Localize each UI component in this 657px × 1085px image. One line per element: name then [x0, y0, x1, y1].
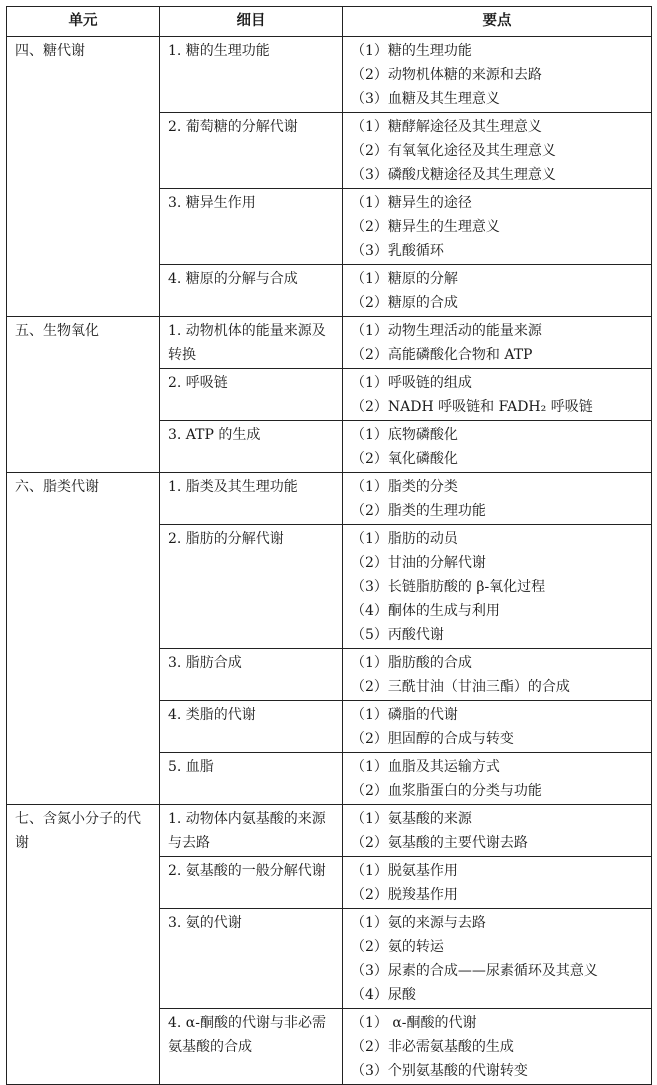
table-row	[7, 473, 652, 525]
point-line: （1）底物磷酸化	[351, 427, 458, 443]
points-cell	[343, 421, 652, 473]
item-cell	[160, 317, 343, 369]
item-title: 2. 氨基酸的一般分解代谢	[168, 863, 326, 879]
item-title: 1. 动物体内氨基酸的来源与去路	[168, 811, 326, 851]
points-cell	[343, 805, 652, 857]
item-cell	[160, 525, 343, 649]
point-line: （1）脱氨基作用	[351, 863, 458, 879]
item-cell	[160, 189, 343, 265]
points-cell	[343, 37, 652, 113]
point-line: （2）脂类的生理功能	[351, 503, 486, 519]
point-line: （2）糖原的合成	[351, 295, 458, 311]
point-line: （5）丙酸代谢	[351, 627, 444, 643]
unit-name: 五、生物氧化	[15, 323, 99, 339]
points-cell	[343, 113, 652, 189]
syllabus-table	[6, 6, 652, 1085]
unit-cell	[7, 473, 160, 805]
points-cell	[343, 317, 652, 369]
point-line: （2）非必需氨基酸的生成	[351, 1039, 514, 1055]
point-line: （3）个别氨基酸的代谢转变	[351, 1063, 528, 1079]
item-title: 2. 呼吸链	[168, 375, 228, 391]
point-line: （4）尿酸	[351, 987, 416, 1003]
point-line: （2）高能磷酸化合物和 ATP	[351, 347, 533, 363]
point-line: （2）甘油的分解代谢	[351, 555, 486, 571]
point-line: （3）长链脂肪酸的 β-氧化过程	[351, 579, 546, 595]
table-row	[7, 805, 652, 857]
point-line: （1）脂肪的动员	[351, 531, 458, 547]
item-title: 2. 脂肪的分解代谢	[168, 531, 284, 547]
item-cell	[160, 421, 343, 473]
point-line: （2）氧化磷酸化	[351, 451, 458, 467]
item-title: 2. 葡萄糖的分解代谢	[168, 119, 298, 135]
unit-name: 四、糖代谢	[15, 43, 85, 59]
points-cell	[343, 265, 652, 317]
item-title: 4. 类脂的代谢	[168, 707, 256, 723]
points-cell	[343, 525, 652, 649]
item-title: 1. 脂类及其生理功能	[168, 479, 298, 495]
header-item: 细目	[160, 7, 343, 37]
point-line: （3）血糖及其生理意义	[351, 91, 500, 107]
item-title: 3. 脂肪合成	[168, 655, 242, 671]
point-line: （1）脂类的分类	[351, 479, 458, 495]
point-line: （1）糖的生理功能	[351, 43, 472, 59]
points-cell	[343, 753, 652, 805]
table-row	[7, 37, 652, 113]
point-line: （2）氨的转运	[351, 939, 444, 955]
header-points: 要点	[343, 7, 652, 37]
point-line: （2）胆固醇的合成与转变	[351, 731, 514, 747]
point-line: （2）动物机体糖的来源和去路	[351, 67, 542, 83]
points-cell	[343, 1009, 652, 1085]
point-line: （3）磷酸戊糖途径及其生理意义	[351, 167, 556, 183]
point-line: （2）脱羧基作用	[351, 887, 458, 903]
point-line: （1）氨基酸的来源	[351, 811, 472, 827]
unit-name: 七、含氮小分子的代谢	[15, 811, 141, 851]
unit-name: 六、脂类代谢	[15, 479, 99, 495]
point-line: （1）糖原的分解	[351, 271, 458, 287]
table-row	[7, 317, 652, 369]
point-line: （2）三酰甘油（甘油三酯）的合成	[351, 679, 570, 695]
table-body	[7, 37, 652, 1085]
item-cell	[160, 1009, 343, 1085]
item-cell	[160, 473, 343, 525]
point-line: （3）尿素的合成——尿素循环及其意义	[351, 963, 598, 979]
points-cell	[343, 649, 652, 701]
item-title: 5. 血脂	[168, 759, 214, 775]
point-line: （4）酮体的生成与利用	[351, 603, 500, 619]
item-cell	[160, 369, 343, 421]
point-line: （1）呼吸链的组成	[351, 375, 472, 391]
item-title: 1. 糖的生理功能	[168, 43, 270, 59]
item-cell	[160, 113, 343, 189]
point-line: （2）NADH 呼吸链和 FADH₂ 呼吸链	[351, 399, 593, 415]
point-line: （1）血脂及其运输方式	[351, 759, 500, 775]
point-line: （1）氨的来源与去路	[351, 915, 486, 931]
item-title: 3. 糖异生作用	[168, 195, 256, 211]
point-line: （2）氨基酸的主要代谢去路	[351, 835, 528, 851]
point-line: （1）糖异生的途径	[351, 195, 472, 211]
item-cell	[160, 701, 343, 753]
points-cell	[343, 909, 652, 1009]
header-row	[7, 7, 652, 37]
item-title: 4. α-酮酸的代谢与非必需氨基酸的合成	[168, 1015, 326, 1055]
point-line: （1）动物生理活动的能量来源	[351, 323, 542, 339]
item-cell	[160, 805, 343, 857]
point-line: （2）糖异生的生理意义	[351, 219, 500, 235]
points-cell	[343, 701, 652, 753]
point-line: （3）乳酸循环	[351, 243, 444, 259]
point-line: （2）有氧氧化途径及其生理意义	[351, 143, 556, 159]
item-title: 3. ATP 的生成	[168, 427, 261, 443]
unit-cell	[7, 317, 160, 473]
item-cell	[160, 909, 343, 1009]
unit-cell	[7, 805, 160, 1085]
item-title: 4. 糖原的分解与合成	[168, 271, 298, 287]
item-cell	[160, 37, 343, 113]
point-line: （1） α-酮酸的代谢	[351, 1015, 477, 1031]
item-title: 1. 动物机体的能量来源及转换	[168, 323, 326, 363]
item-cell	[160, 649, 343, 701]
point-line: （2）血浆脂蛋白的分类与功能	[351, 783, 542, 799]
item-cell	[160, 753, 343, 805]
points-cell	[343, 369, 652, 421]
points-cell	[343, 857, 652, 909]
item-cell	[160, 857, 343, 909]
item-title: 3. 氨的代谢	[168, 915, 242, 931]
point-line: （1）糖酵解途径及其生理意义	[351, 119, 542, 135]
header-unit: 单元	[7, 7, 160, 37]
points-cell	[343, 473, 652, 525]
point-line: （1）磷脂的代谢	[351, 707, 458, 723]
unit-cell	[7, 37, 160, 317]
points-cell	[343, 189, 652, 265]
item-cell	[160, 265, 343, 317]
point-line: （1）脂肪酸的合成	[351, 655, 472, 671]
